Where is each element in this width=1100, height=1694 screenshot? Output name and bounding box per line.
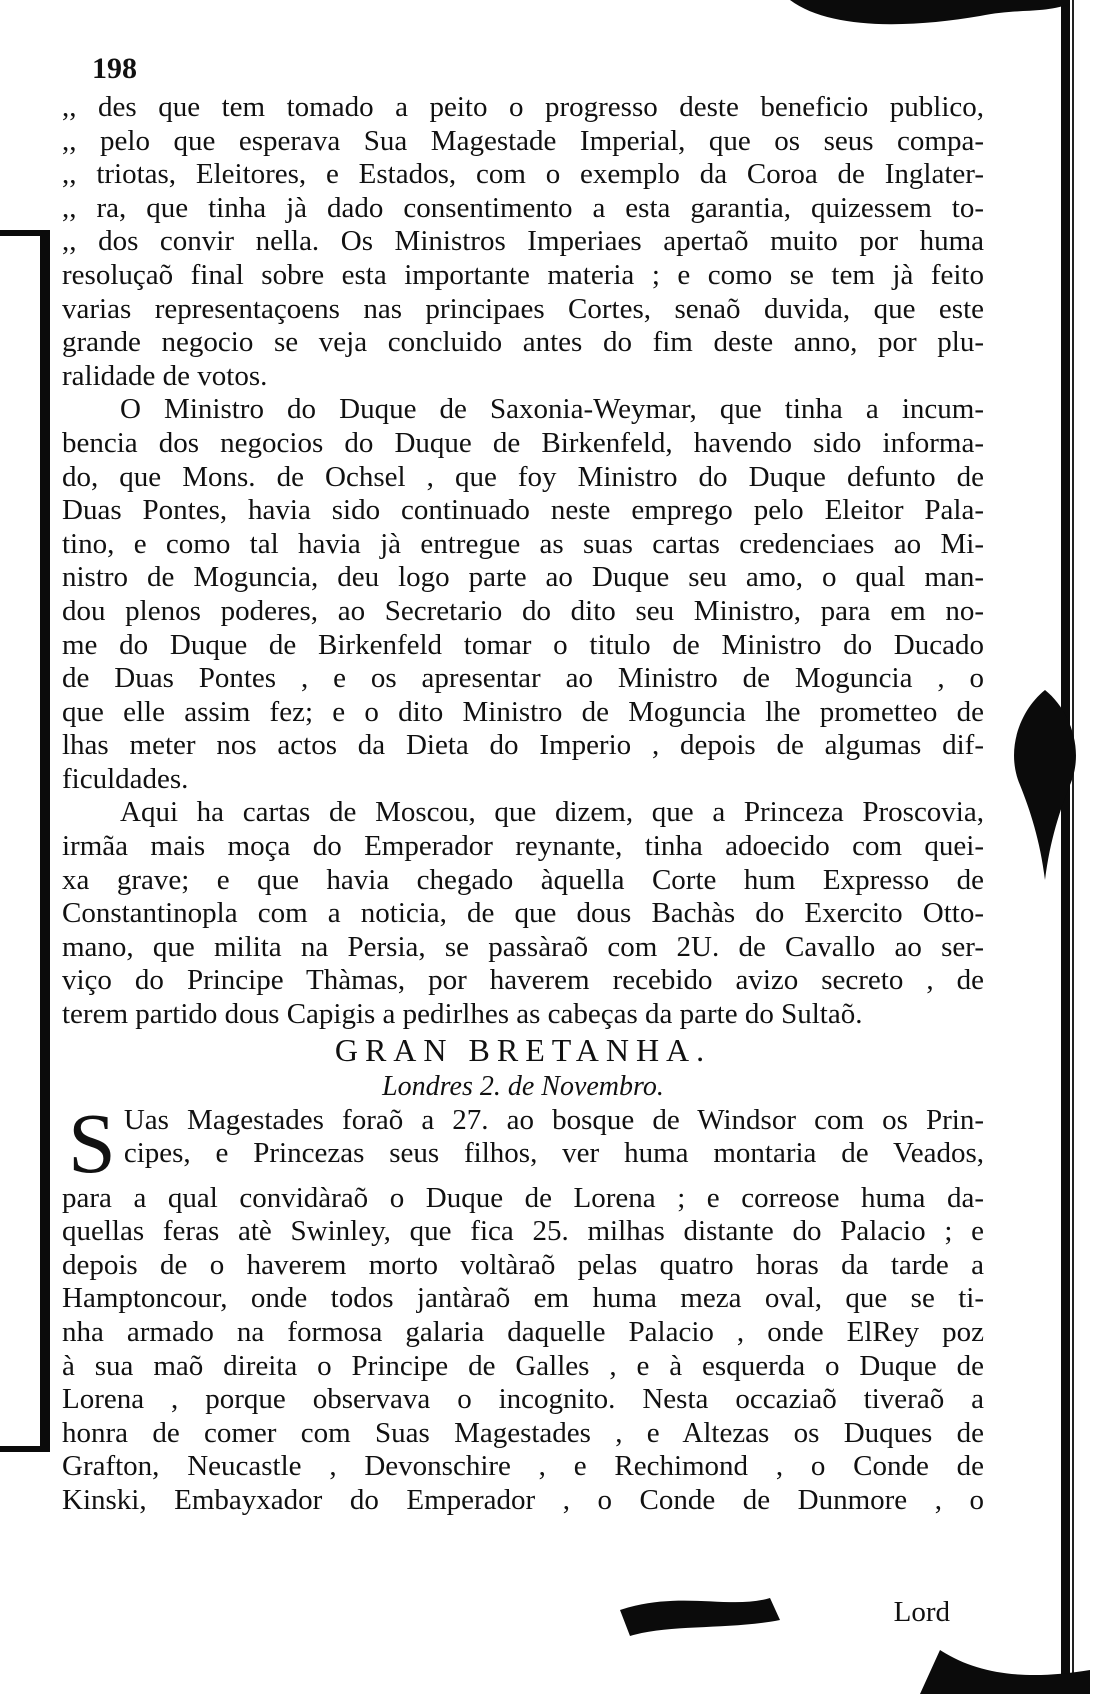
text-column — [62, 58, 984, 1518]
text-line: irmãa mais moça do Emperador reynante, tinha adoecido com quei- — [62, 830, 984, 863]
text-line: varias representaçoens nas principaes Cortes, senaõ duvida, que este — [62, 292, 984, 325]
text-line: lhas meter nos actos da Dieta do Imperio , depois de algumas dif- — [62, 729, 984, 762]
text-line: Constantinopla com a noticia, de que dous Bachàs do Exercito Otto- — [62, 897, 984, 930]
section-heading: GRAN BRETANHA. — [334, 1031, 712, 1068]
text-line: Kinski, Embayxador do Emperador , o Conde de Dunmore , o — [62, 1483, 984, 1516]
paragraph-saxonia-weymar — [62, 393, 984, 796]
left-margin-frame — [0, 230, 50, 1452]
text-line: do, que Mons. de Ochsel , que foy Ministro do Duque defunto de — [62, 460, 984, 493]
text-line: que elle assim fez; e o dito Ministro de Moguncia lhe prometteo de — [62, 695, 984, 728]
paragraph-moscou — [62, 796, 984, 1031]
text-line: quellas feras atè Swinley, que fica 25. milhas distante do Palacio ; e — [62, 1215, 984, 1248]
text-line: Duas Pontes, havia sido continuado neste emprego pelo Eleitor Pala- — [62, 494, 984, 527]
text-line: mano, que milita na Persia, se passàraõ com 2U. de Cavallo ao ser- — [62, 930, 984, 963]
text-line: tino, e como tal havia jà entregue as suas cartas credenciaes ao Mi- — [62, 527, 984, 560]
ink-blot-top-right — [790, 0, 1070, 60]
text-line: à sua maõ direita o Principe de Galles , e à esquerda o Duque de — [62, 1349, 984, 1382]
text-line: ,, pelo que esperava Sua Magestade Imperial, que os seus compa- — [62, 124, 984, 157]
text-line: dou plenos poderes, ao Secretario do dito seu Ministro, para em no- — [62, 594, 984, 627]
text-line: ,, triotas, Eleitores, e Estados, com o exemplo da Coroa de Inglater- — [62, 158, 984, 191]
text-line: ficuldades. — [62, 762, 189, 795]
text-line: grande negocio se veja concluido antes do fim deste anno, por plu- — [62, 326, 984, 359]
text-line: xa grave; e que havia chegado àquella Corte hum Expresso de — [62, 863, 984, 896]
text-line: Lorena , porque observava o incognito. Nesta occaziaõ tiveraõ a — [62, 1383, 984, 1416]
text-line: Hamptoncour, onde todos jantàraõ em huma meza oval, que se ti- — [62, 1282, 984, 1315]
text-line: de Duas Pontes , e os apresentar ao Ministro de Moguncia , o — [62, 662, 984, 695]
text-line: cipes, e Princezas seus filhos, ver huma montaria de Veados, — [123, 1137, 984, 1170]
text-line: Grafton, Neucastle , Devonschire , e Rechimond , o Conde de — [62, 1450, 984, 1483]
drop-cap: S — [68, 1094, 116, 1191]
ink-smudge-bottom — [560, 1580, 1100, 1694]
text-line: Aqui ha cartas de Moscou, que dizem, que a Princeza Proscovia, — [120, 796, 984, 829]
page-number: 198 — [92, 52, 137, 85]
text-line: terem partido dous Capigis a pedirlhes as cabeças da parte do Sultaõ. — [62, 998, 863, 1031]
text-line: resoluçaõ final sobre esta importante materia ; e como se tem jà feito — [62, 258, 984, 291]
text-line: me do Duque de Birkenfeld tomar o titulo de Ministro do Ducado — [62, 628, 984, 661]
text-line: O Ministro do Duque de Saxonia-Weymar, que tinha a incum- — [120, 393, 984, 426]
text-line: Uas Magestades foraõ a 27. ao bosque de Windsor com os Prin- — [123, 1103, 984, 1136]
text-line: depois de o haverem morto voltàraõ pelas quatro horas da tarde a — [62, 1248, 984, 1281]
text-line: ,, ra, que tinha jà dado consentimento a esta garantia, quizessem to- — [62, 191, 984, 224]
catchword: Lord — [893, 1596, 950, 1628]
text-line: bencia dos negocios do Duque de Birkenfeld, havendo sido informa- — [62, 426, 984, 459]
text-line: ralidade de votos. — [62, 359, 268, 392]
ink-ornament-right — [1000, 690, 1090, 880]
text-line: para a qual convidàraõ o Duque de Lorena ; e correose huma da- — [62, 1181, 984, 1214]
text-line: honra de comer com Suas Magestades , e Altezas os Duques de — [62, 1416, 984, 1449]
text-line: nistro de Moguncia, deu logo parte ao Duque seu amo, o qual man- — [62, 561, 984, 594]
paragraph-quoted-report — [62, 91, 984, 393]
text-line: ,, dos convir nella. Os Ministros Imperiaes apertaõ muito por huma — [62, 225, 984, 258]
text-line: viço do Principe Thàmas, por haverem recebido avizo secreto , de — [62, 964, 984, 997]
paragraph-gran-bretanha — [62, 1094, 984, 1518]
text-line: nha armado na formosa galaria daquelle Palacio , onde ElRey poz — [62, 1316, 984, 1348]
dateline: Londres 2. de Novembro. — [382, 1070, 664, 1102]
text-line: ,, des que tem tomado a peito o progresso deste beneficio publico, — [62, 91, 984, 123]
